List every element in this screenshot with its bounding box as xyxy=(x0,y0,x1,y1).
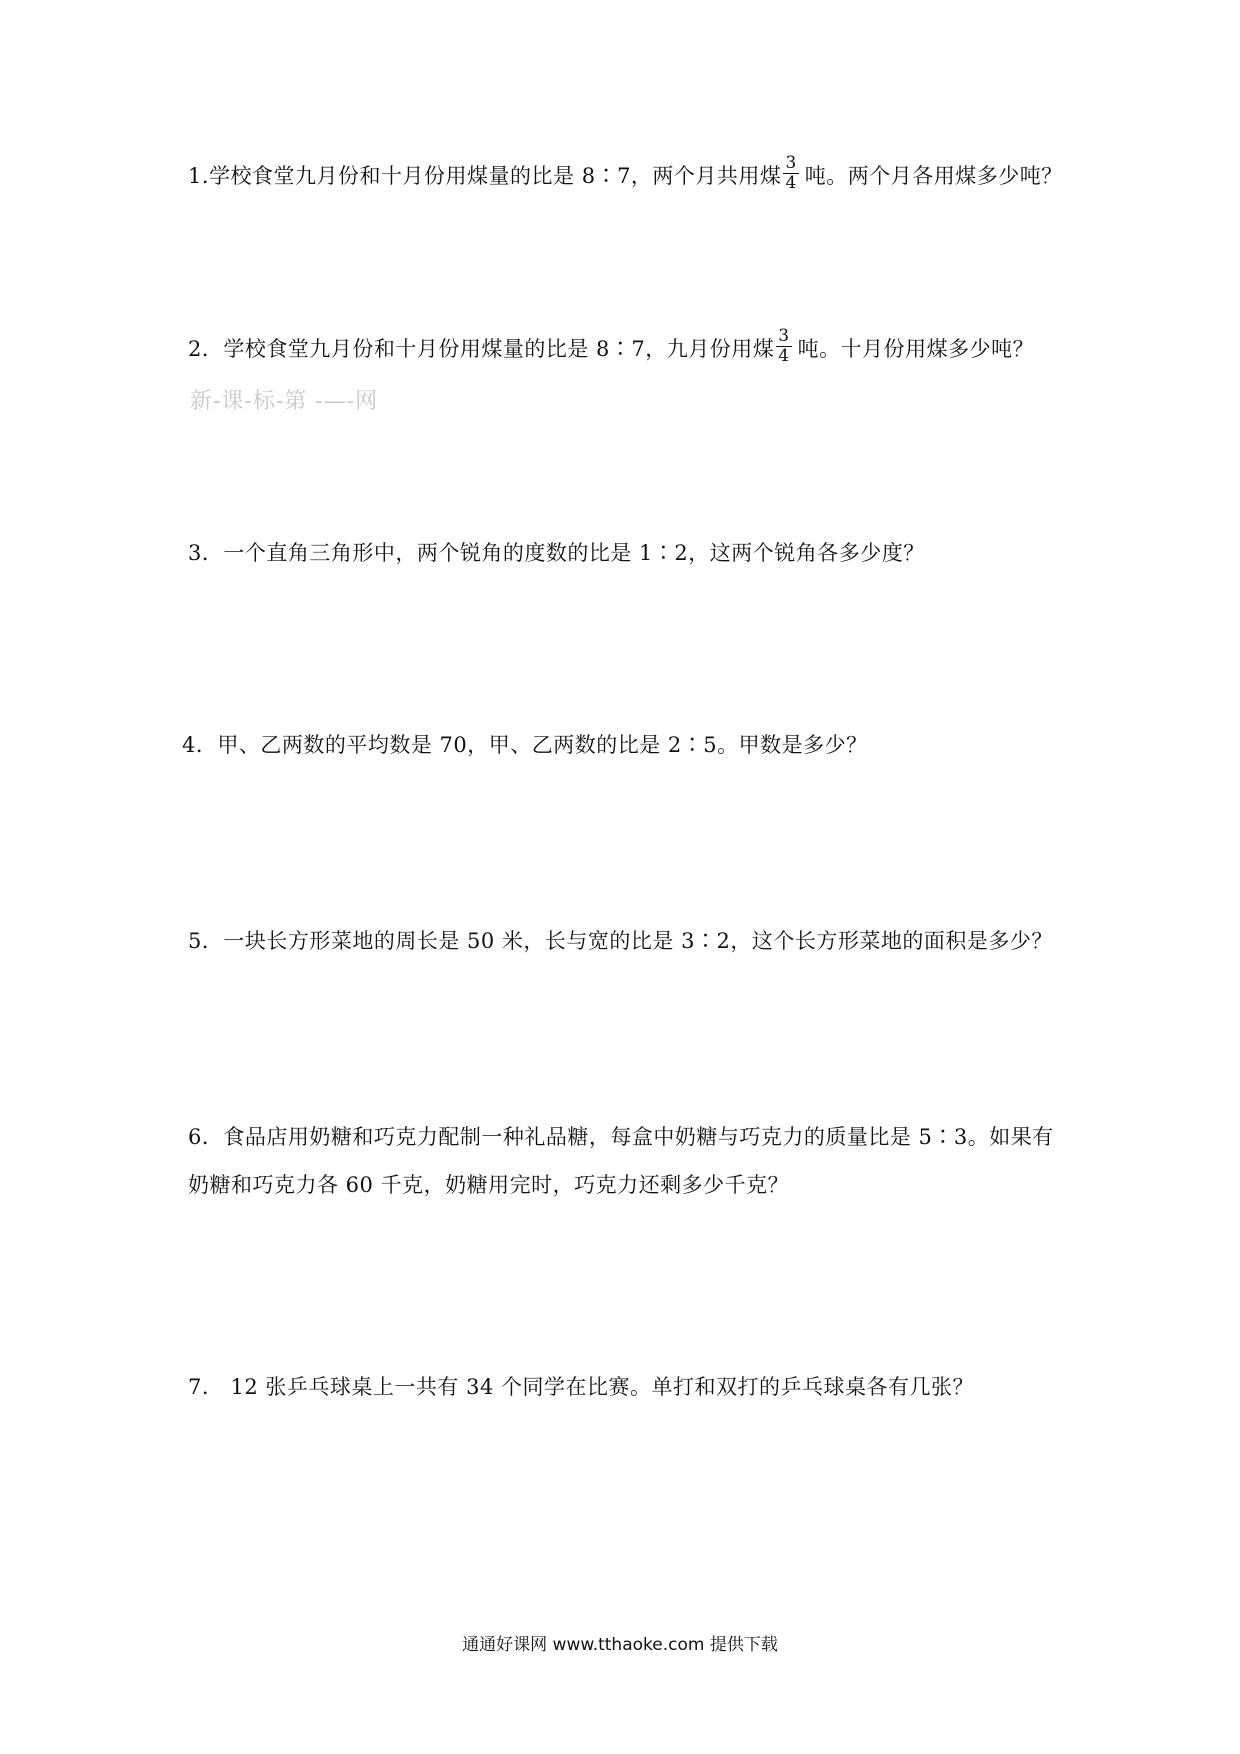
fraction-numerator: 3 xyxy=(785,153,797,173)
question-5: 5．一块长方形菜地的周长是 50 米，长与宽的比是 3∶2，这个长方形菜地的面积是多少？ xyxy=(188,929,1053,953)
question-6-line-1: 6．食品店用奶糖和巧克力配制一种礼品糖，每盒中奶糖与巧克力的质量比是 5∶3。如果有 xyxy=(188,1125,1054,1149)
question-1-text-after: 吨。两个月各用煤多少吨？ xyxy=(804,164,1063,188)
question-1-text-before: 1.学校食堂九月份和十月份用煤量的比是 8∶7，两个月共用煤 xyxy=(188,164,782,188)
question-2-text-after: 吨。十月份用煤多少吨？ xyxy=(797,337,1035,361)
question-2-text-before: 2．学校食堂九月份和十月份用煤量的比是 8∶7，九月份用煤 xyxy=(188,337,775,361)
question-4: 4．甲、乙两数的平均数是 70，甲、乙两数的比是 2∶5。甲数是多少？ xyxy=(182,733,868,757)
fraction-denominator: 4 xyxy=(785,173,797,193)
question-2-fraction xyxy=(776,327,791,366)
fraction-numerator: 3 xyxy=(778,326,790,346)
question-6-line-2: 奶糖和巧克力各 60 千克，奶糖用完时，巧克力还剩多少千克？ xyxy=(188,1173,790,1197)
watermark-text: 新-课-标-第 -—-网 xyxy=(190,389,379,414)
question-1 xyxy=(188,153,1063,199)
footer-credit: 通通好课网 www.tthaoke.com 提供下载 xyxy=(462,1635,778,1655)
question-7: 7. 12 张乒乓球桌上一共有 34 个同学在比赛。单打和双打的乒乓球桌各有几张？ xyxy=(188,1375,975,1399)
question-2 xyxy=(188,326,1034,372)
question-1-fraction xyxy=(783,154,798,193)
question-3: 3．一个直角三角形中，两个锐角的度数的比是 1∶2，这两个锐角各多少度？ xyxy=(188,541,925,565)
fraction-denominator: 4 xyxy=(778,346,790,366)
